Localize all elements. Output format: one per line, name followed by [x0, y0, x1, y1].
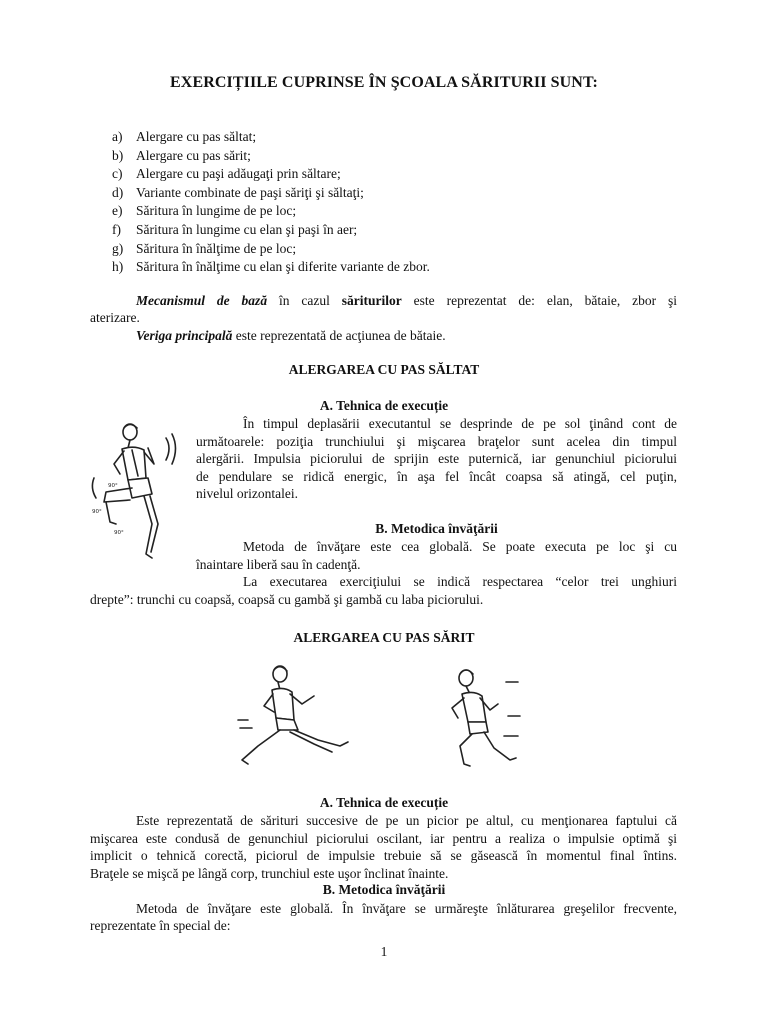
runner-figure-left [228, 660, 358, 770]
s1-a-line: În timpul deplasării executantul se desprinde de pe sol ţinând cont de [243, 416, 677, 431]
s1-b-line: drepte”: trunchi cu coapsă, coapsă cu gambă şi gambă cu laba piciorului. [90, 592, 484, 607]
veriga-term: Veriga principală [136, 328, 233, 343]
s2-a-line: Braţele se mişcă pe lângă corp, trunchiul este uşor înclinat înainte. [90, 866, 449, 881]
list-item [112, 202, 430, 221]
subheading-tehnica-2: A. Tehnica de execuție [319, 795, 449, 810]
s1-a-line: următoarele: poziţia trunchiului şi mişcarea braţelor sunt acelea din timpul [196, 434, 677, 449]
section-heading-pas-sarit: ALERGAREA CU PAS SĂRIT [293, 630, 475, 645]
list-item-text: Alergare cu pas sărit; [136, 147, 251, 163]
list-marker: b) [112, 147, 124, 163]
list-item [112, 184, 430, 203]
s1-b-line: La executarea exerciţiului se indică respectarea “celor trei unghiuri [243, 574, 677, 589]
list-marker: e) [112, 203, 123, 219]
list-marker: a) [112, 129, 123, 144]
s2-b-line: Metoda de învăţare este globală. În învăţare se urmăreşte înlăturarea greşelilor frecvente, [136, 901, 677, 916]
list-item-text: Variante combinate de paşi săriţi şi săltaţi; [136, 184, 364, 200]
angle-label: 90° [92, 509, 102, 515]
mechanism-text: în cazul [267, 293, 342, 308]
subheading-metodica-1: B. Metodica învăţării [375, 521, 498, 536]
s1-a-line: de pendulare se ridică energic, în aşa fel încât coapsa să atingă, cel puţin, [196, 469, 677, 484]
list-item-text: Săritura în lungime cu elan şi paşi în aer; [136, 221, 358, 237]
subheading-tehnica-1: A. Tehnica de execuție [319, 398, 449, 413]
s2-a-line: mişcarea este condusă de genunchiul piciorului oscilant, iar pentru a realiza o impulsie optimă şi [90, 831, 677, 846]
mechanism-text-rest: este reprezentat de: elan, bătaie, zbor şi [401, 293, 678, 308]
list-marker: g) [112, 240, 124, 256]
s2-a-line: Este reprezentată de sărituri succesive de pe un picior pe altul, cu menţionarea faptului că [136, 813, 677, 828]
angle-label: 90° [108, 483, 118, 489]
page-number: 1 [380, 944, 388, 959]
mechanism-term: Mecanismul de bază [136, 293, 268, 308]
s1-a-line: alergării. Impulsia piciorului de sprijin este puternică, iar genunchiul piciorului [196, 451, 677, 466]
list-marker: c) [112, 166, 123, 182]
list-item [112, 258, 430, 277]
list-item-text: Săritura în înălţime de pe loc; [136, 240, 297, 256]
exercise-list [112, 128, 430, 277]
list-item-text: Săritura în lungime de pe loc; [136, 203, 297, 219]
list-item [112, 221, 430, 240]
list-item-text: Săritura în înălţime cu elan şi diferite variante de zbor. [136, 259, 430, 275]
angle-label: 90° [114, 530, 124, 536]
list-item [112, 147, 430, 166]
mechanism-line-1 [136, 292, 677, 310]
list-marker: h) [112, 259, 124, 275]
list-marker: f) [112, 221, 121, 237]
mechanism-line-2: aterizare. [90, 310, 140, 325]
high-knee-figure [88, 418, 184, 568]
list-item [112, 128, 430, 147]
s1-b-line: înaintare liberă sau în cadenţă. [196, 557, 361, 572]
s1-b-line: Metoda de învăţare este cea globală. Se poate executa pe loc şi cu [243, 539, 677, 554]
list-marker: d) [112, 184, 124, 200]
s1-a-line: nivelul orizontalei. [196, 486, 298, 501]
list-item-text: Alergare cu pas săltat; [136, 129, 257, 144]
section-heading-pas-saltat: ALERGAREA CU PAS SĂLTAT [288, 362, 480, 377]
list-item-text: Alergare cu paşi adăugaţi prin săltare; [136, 166, 341, 182]
s2-a-line: implicit o tehnică corectă, piciorul de impulsie trebuie să se găsească în momentul final întins. [90, 848, 677, 863]
runner-figure-right [420, 664, 530, 772]
veriga-paragraph [136, 327, 677, 345]
s2-b-line: reprezentate în special de: [90, 918, 231, 933]
list-item [112, 165, 430, 184]
subheading-metodica-2: B. Metodica învăţării [322, 882, 446, 897]
page-title: EXERCIȚIILE CUPRINSE ÎN ŞCOALA SĂRITURII SUNT: [170, 74, 598, 91]
mechanism-bold: săriturilor [341, 293, 402, 308]
veriga-text: este reprezentată de acţiunea de bătaie. [232, 328, 446, 343]
list-item [112, 240, 430, 259]
